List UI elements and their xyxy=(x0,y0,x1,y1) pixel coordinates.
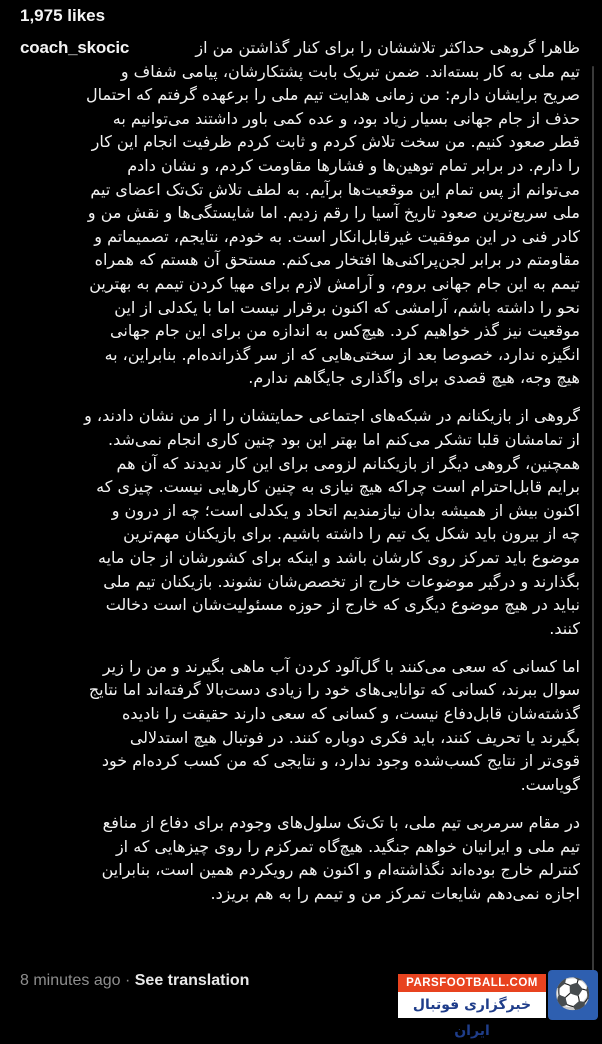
caption-line: کنند. xyxy=(549,618,580,638)
caption-line: بگذارند و درگیر موضوعات خارج از تخصص‌شان نشوند. بازیکنان تیم ملی xyxy=(103,571,580,591)
caption-line: ملی سریع‌ترین صعود تاریخ آسیا را رقم زدیم. اما شایستگی‌ها و نقش من و xyxy=(87,203,580,223)
watermark-tagline: خبرگزاری فوتبال ایران xyxy=(398,992,546,1018)
caption-line: موقعیت نیز گذر خواهیم کرد. هیچ‌کس به اندازه من برای این جام جهانی xyxy=(110,321,580,341)
username-link[interactable]: coach_skocic xyxy=(20,38,130,57)
caption-text: ظاهرا گروهی حداکثر تلاششان را برای کنار گذاشتن من از xyxy=(195,38,580,57)
likes-count[interactable]: 1,975 likes xyxy=(20,6,106,25)
paragraph-gap xyxy=(20,390,580,405)
caption-line: قوی‌تر از نتایج کسب‌شده وجود ندارد، و نتایجی که من کسب کرده‌ام خود xyxy=(101,751,580,771)
caption-line: صریح برایشان دارم: من زمانی هدایت تیم ملی را برعهده گرفتم که احتمال xyxy=(85,85,580,105)
caption-line: نحو را داشته باشم، آرامشی که اکنون برقرار نیست اما با یکدلی از این xyxy=(114,297,580,317)
caption-line: از تمامشان قلبا تشکر می‌کنم اما بهتر این بود چنین کاری انجام نمی‌شد. xyxy=(108,430,580,449)
post-caption xyxy=(20,36,580,905)
caption-line: انگیزه ندارد، خصوصا بعد از سختی‌هایی که از سر گذرانده‌ام. بنابراین، به xyxy=(104,344,580,364)
caption-line: اجازه نمی‌دهم شایعات تمرکز من و تیمم را به هم بریزد. xyxy=(210,883,580,903)
caption-line: کادر فنی در این موفقیت غیرقابل‌انکار است. به خودم، نتایجم، تصمیماتم و xyxy=(94,226,580,246)
football-player-icon: ⚽ xyxy=(548,970,598,1020)
caption-line xyxy=(20,36,580,60)
parsfootball-watermark xyxy=(398,970,602,1039)
caption-line: بگیرند یا تحریف کنند، باید فکری دوباره کنند. در فوتبال هیچ استدلالی xyxy=(129,727,580,747)
caption-line: تیمم به این جام جهانی بروم، و آرامش لازم برای مهیا کردن تیمم به بهترین xyxy=(89,273,580,293)
caption-line: تیم ملی به کار بسته‌اند. ضمن تبریک بابت پشتکارشان، پیامی شفاف و xyxy=(120,61,580,81)
caption-line: گویاست. xyxy=(520,774,580,794)
caption-line: را دارم. در برابر تمام توهین‌ها و فشارها مقاومت کردم، و نشان دادم xyxy=(127,155,580,175)
caption-line: می‌توانم از پس تمام این موقعیت‌ها برآیم. به لطف تلاش تک‌تک اعضای تیم xyxy=(90,179,580,199)
caption-line: چه از بیرون باید شکل یک تیم را داشته باشیم. برای بازیکنان مهم‌ترین xyxy=(123,524,580,544)
caption-line: حذف از جام جهانی بسیار زیاد بود، و عده کمی باور داشتند می‌توانیم به xyxy=(112,108,580,128)
caption-line: برایم قابل‌احترام است چراکه هیچ نیازی به چنین کارهایی نیست. چیزی که xyxy=(96,477,580,497)
caption-line: نباید در هیچ موضوع دیگری که خارج از حوزه مسئولیت‌شان است دخالت xyxy=(105,595,580,615)
caption-line: موضوع باید تمرکز روی کارشان باشد و اینکه برای کشورشان از جان مایه xyxy=(98,547,580,567)
paragraph-gap xyxy=(20,640,580,655)
caption-line: کنترلم خارج بوده‌اند نگذاشته‌ام و اکنون هم رویکردم همین است، بنابراین xyxy=(101,860,580,880)
caption-line: تیم ملی و ایرانیان خواهم جنگید. هیچ‌گاه تمرکزم را روی چیزهایی که از xyxy=(115,836,580,856)
timestamp: 8 minutes ago xyxy=(20,972,121,989)
scrollbar[interactable] xyxy=(592,66,594,996)
paragraph-gap xyxy=(20,796,580,811)
separator: · xyxy=(124,972,131,989)
caption-line: مقاومتم در برابر لجن‌پراکنی‌ها افتخار می‌کنم. مستحق آن هستم که همراه xyxy=(94,250,580,270)
caption-line: سوال ببرند، کسانی که توانایی‌های خود را زیادی دست‌بالا گرفته‌اند اما نتایج xyxy=(88,680,580,700)
see-translation-link[interactable]: See translation xyxy=(134,972,250,989)
post-footer xyxy=(20,972,249,990)
caption-line: اکنون بیش از همیشه بدان نیازمندیم اتحاد و یکدلی است؛ چه از درون و xyxy=(111,500,580,520)
caption-line: هیچ وجه، هیچ قصدی برای واگذاری جایگاهم ندارم. xyxy=(248,368,580,388)
caption-line: همچنین، گروهی دیگر از بازیکنانم لزومی برای این کار ندیدند که آن هم xyxy=(116,453,580,473)
caption-line: در مقام سرمربی تیم ملی، با تک‌تک سلول‌های وجودم برای دفاع از منافع xyxy=(102,812,580,832)
caption-line: قطر صعود کنیم. من سخت تلاش کردم و ثابت کردم ظرفیت انجام این کار xyxy=(91,132,580,152)
caption-line: گذشته‌شان قابل‌دفاع نیست، و کسانی که سعی دارند حقیقت را نادیده xyxy=(122,704,580,724)
caption-line: گروهی از بازیکنانم در شبکه‌های اجتماعی حمایتشان را از من نشان دادند، و xyxy=(84,406,580,426)
caption-line: اما کسانی که سعی می‌کنند با گل‌آلود کردن آب ماهی بگیرند و من را زیر xyxy=(102,656,580,676)
watermark-site: PARSFOOTBALL.COM xyxy=(398,974,546,992)
